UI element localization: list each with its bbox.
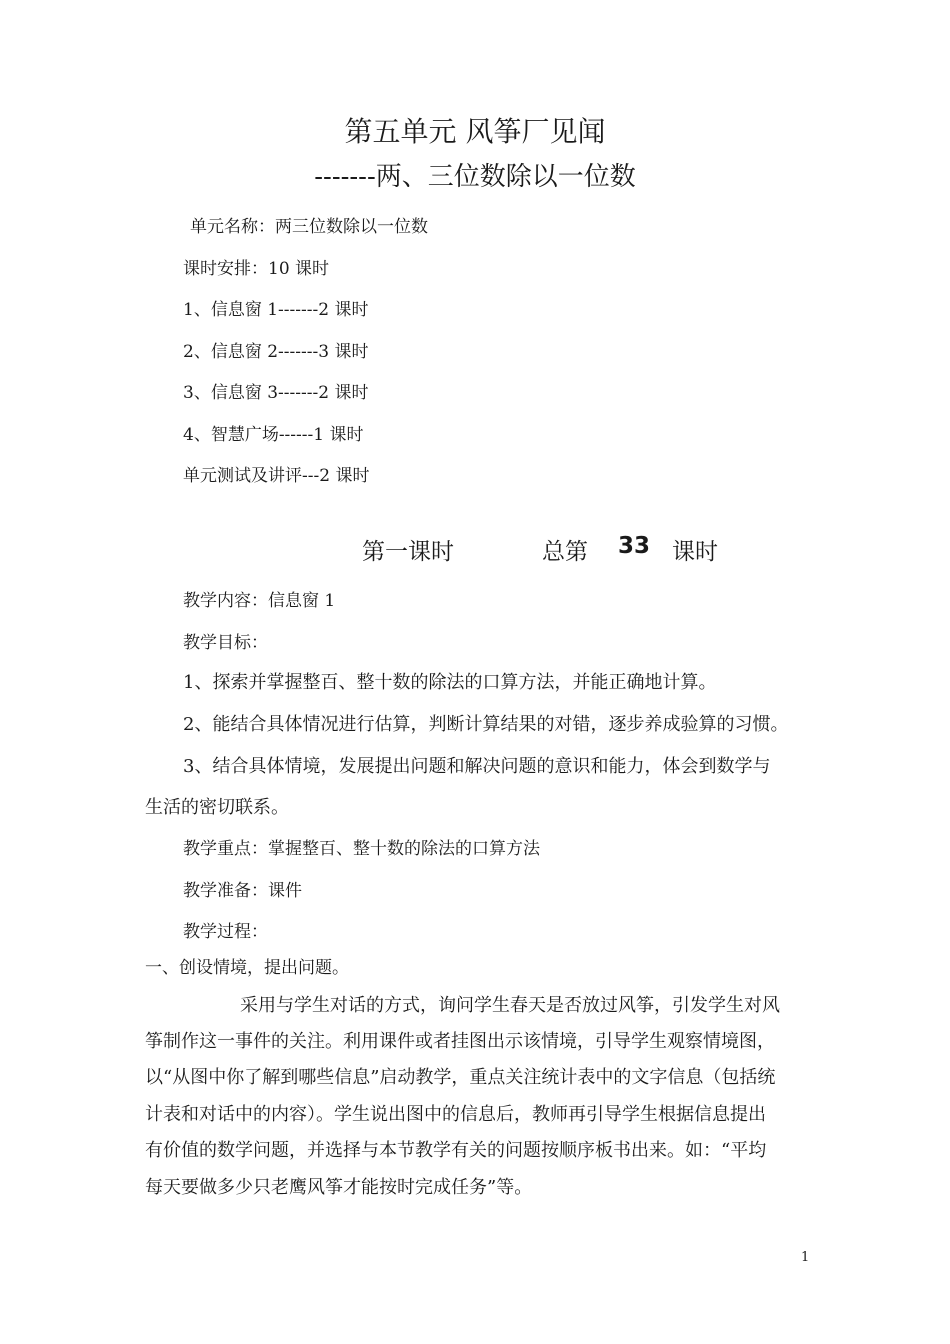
goal-item-continued: 生活的密切联系。 xyxy=(145,797,289,818)
section-heading: 一、创设情境，提出问题。 xyxy=(145,958,349,978)
goals-label: 教学目标： xyxy=(183,633,268,653)
paragraph-line: 有价值的数学问题，并选择与本节教学有关的问题按顺序板书出来。如：“平均 xyxy=(145,1140,767,1161)
paragraph-line: 采用与学生对话的方式，询问学生春天是否放过风筝，引发学生对风 xyxy=(240,995,780,1016)
lesson-label: 第一课时 xyxy=(362,539,454,565)
lesson-total-suffix: 课时 xyxy=(672,539,718,565)
lesson-total-prefix: 总第 xyxy=(542,539,588,565)
unit-test: 单元测试及讲评---2 课时 xyxy=(183,466,370,486)
paragraph-line: 每天要做多少只老鹰风筝才能按时完成任务”等。 xyxy=(145,1177,533,1198)
schedule-item: 4、智慧广场------1 课时 xyxy=(183,425,364,445)
document-subtitle: -------两、三位数除以一位数 xyxy=(314,162,636,192)
paragraph-line: 筝制作这一事件的关注。利用课件或者挂图出示该情境，引导学生观察情境图， xyxy=(145,1031,775,1052)
schedule-item: 2、信息窗 2-------3 课时 xyxy=(183,342,369,362)
unit-name: 单元名称：两三位数除以一位数 xyxy=(190,217,428,237)
paragraph-line: 以“从图中你了解到哪些信息”启动教学，重点关注统计表中的文字信息（包括统 xyxy=(145,1067,776,1088)
goal-item: 1、探索并掌握整百、整十数的除法的口算方法，并能正确地计算。 xyxy=(183,672,717,693)
page-number: 1 xyxy=(801,1250,810,1265)
lesson-total-number: 33 xyxy=(618,533,651,559)
preparation: 教学准备：课件 xyxy=(183,881,302,901)
schedule-item: 3、信息窗 3-------2 课时 xyxy=(183,383,369,403)
goal-item: 3、结合具体情境，发展提出问题和解决问题的意识和能力，体会到数学与 xyxy=(183,756,771,777)
goal-item: 2、能结合具体情况进行估算，判断计算结果的对错，逐步养成验算的习惯。 xyxy=(183,714,789,735)
paragraph-line: 计表和对话中的内容）。学生说出图中的信息后，教师再引导学生根据信息提出 xyxy=(145,1104,766,1125)
document-title: 第五单元 风筝厂见闻 xyxy=(344,115,606,148)
key-point: 教学重点：掌握整百、整十数的除法的口算方法 xyxy=(183,839,540,859)
schedule-item: 1、信息窗 1-------2 课时 xyxy=(183,300,369,320)
teaching-content: 教学内容：信息窗 1 xyxy=(183,591,336,611)
schedule: 课时安排：10 课时 xyxy=(183,259,330,279)
process-label: 教学过程： xyxy=(183,922,268,942)
